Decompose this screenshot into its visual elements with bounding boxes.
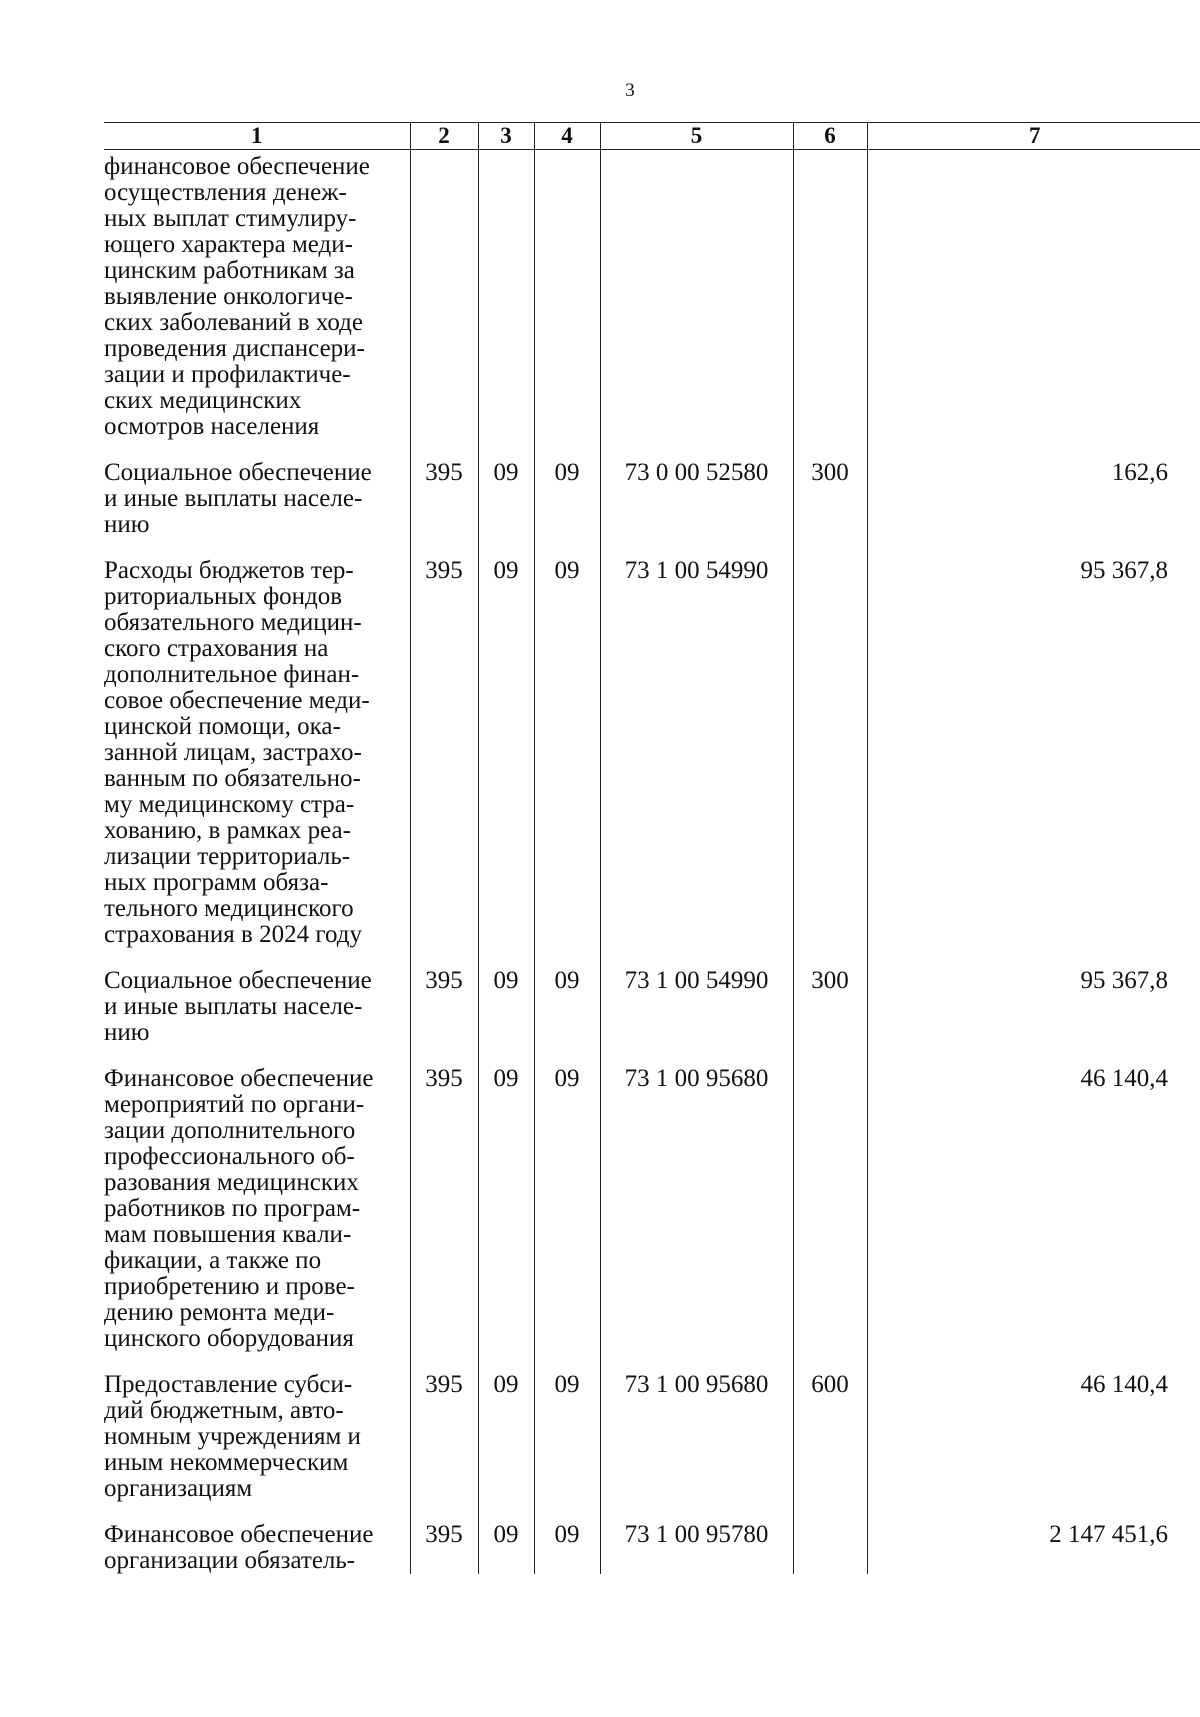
- row-rz: [478, 150, 534, 441]
- row-sum: [867, 150, 1200, 441]
- row-csr: 73 0 00 52580: [600, 460, 793, 538]
- spacer-row: [104, 440, 1200, 460]
- row-name: Социальное обеспечение и иные выплаты населе- нию: [104, 967, 372, 1046]
- column-header-5: 5: [600, 123, 793, 150]
- row-pr: 09: [534, 558, 600, 948]
- row-name: Финансовое обеспечение мероприятий по органи- зации дополнительного профессионального об- разования медицинских работников по програм- мам повышения квали- фикации, а также по приобретению и прове- дению ремонта меди- цинского оборудования: [104, 1065, 374, 1352]
- row-pr: 09: [534, 460, 600, 538]
- column-header-2: 2: [410, 123, 478, 150]
- row-vr: 300: [793, 968, 867, 1046]
- row-name: Предоставление субси- дий бюджетным, авто- номным учреждениям и иным некоммерческим организациям: [104, 1371, 361, 1502]
- row-vr: [793, 1066, 867, 1352]
- column-header-6: 6: [793, 123, 867, 150]
- row-name: Финансовое обеспечение организации обязатель-: [104, 1521, 374, 1574]
- row-csr: 73 1 00 95780: [600, 1522, 793, 1574]
- row-name: Расходы бюджетов тер- риториальных фондов обязательного медицин- ского страхования на дополнительное финан- совое обеспечение меди- цинской помощи, ока- занной лицам, застрахо- ванным по обязательно- му медицинскому стра- хованию, в рамках реа- лизации территориаль- ных программ обяза- тельного медицинского страхования в 2024 году: [104, 557, 370, 948]
- spacer-row: [104, 538, 1200, 558]
- column-header-3: 3: [478, 123, 534, 150]
- header-row: [104, 123, 1200, 150]
- column-header-4: 4: [534, 123, 600, 150]
- table-row: [104, 150, 1200, 441]
- row-grbs: 395: [410, 1066, 478, 1352]
- spacer-row: [104, 948, 1200, 968]
- row-pr: 09: [534, 1372, 600, 1502]
- row-pr: [534, 150, 600, 441]
- table-body: [104, 150, 1200, 1575]
- table-row: [104, 968, 1200, 1046]
- row-vr: 300: [793, 460, 867, 538]
- table-row: [104, 1522, 1200, 1574]
- spacer-row: [104, 1352, 1200, 1372]
- spacer-row: [104, 1502, 1200, 1522]
- row-vr: [793, 150, 867, 441]
- row-pr: 09: [534, 968, 600, 1046]
- table-row: [104, 1372, 1200, 1502]
- row-grbs: 395: [410, 1372, 478, 1502]
- row-rz: 09: [478, 1522, 534, 1574]
- table-row: [104, 1066, 1200, 1352]
- table-header: [104, 123, 1200, 150]
- row-grbs: 395: [410, 968, 478, 1046]
- row-pr: 09: [534, 1066, 600, 1352]
- spacer-row: [104, 1046, 1200, 1066]
- row-rz: 09: [478, 1066, 534, 1352]
- row-sum: 95 367,8: [867, 558, 1200, 948]
- row-pr: 09: [534, 1522, 600, 1574]
- page-number: 3: [625, 80, 635, 101]
- row-csr: 73 1 00 54990: [600, 968, 793, 1046]
- row-sum: 46 140,4: [867, 1372, 1200, 1502]
- table-row: [104, 558, 1200, 948]
- row-csr: 73 1 00 95680: [600, 1066, 793, 1352]
- row-rz: 09: [478, 1372, 534, 1502]
- row-grbs: 395: [410, 460, 478, 538]
- column-header-1: 1: [104, 123, 410, 150]
- budget-table: [104, 122, 1200, 1574]
- table-row: [104, 460, 1200, 538]
- row-name: финансовое обеспечение осуществления денеж- ных выплат стимулиру- ющего характера меди- цинским работникам за выявление онкологиче- ских заболеваний в ходе проведения диспансери- зации и профилактиче- ских медицинских осмотров населения: [104, 153, 370, 440]
- row-sum: 2 147 451,6: [867, 1522, 1200, 1574]
- row-csr: 73 1 00 95680: [600, 1372, 793, 1502]
- row-sum: 162,6: [867, 460, 1200, 538]
- row-vr: 600: [793, 1372, 867, 1502]
- row-csr: 73 1 00 54990: [600, 558, 793, 948]
- row-csr: [600, 150, 793, 441]
- row-rz: 09: [478, 460, 534, 538]
- row-rz: 09: [478, 558, 534, 948]
- row-sum: 95 367,8: [867, 968, 1200, 1046]
- row-grbs: 395: [410, 1522, 478, 1574]
- row-rz: 09: [478, 968, 534, 1046]
- row-grbs: 395: [410, 558, 478, 948]
- row-vr: [793, 1522, 867, 1574]
- row-name: Социальное обеспечение и иные выплаты населе- нию: [104, 459, 372, 538]
- row-sum: 46 140,4: [867, 1066, 1200, 1352]
- row-vr: [793, 558, 867, 948]
- row-grbs: [410, 150, 478, 441]
- column-header-7: 7: [867, 123, 1200, 150]
